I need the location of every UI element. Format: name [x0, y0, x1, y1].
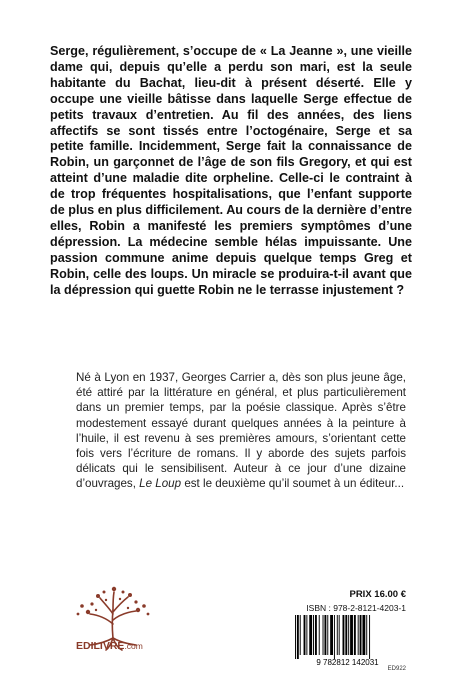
barcode-bar	[339, 615, 340, 655]
author-bio	[76, 370, 406, 492]
barcode-bar	[313, 615, 314, 655]
barcode-bar	[334, 615, 335, 659]
barcode-bar	[304, 615, 306, 655]
barcode-bar	[337, 615, 338, 655]
barcode-bar	[300, 615, 301, 655]
barcode-bar	[306, 615, 307, 655]
barcode-bar	[315, 615, 317, 655]
barcode-bar	[369, 615, 370, 659]
barcode-bar	[309, 615, 312, 655]
publisher-logo-text	[76, 640, 143, 652]
price-label: PRIX 16.00 €	[349, 589, 406, 600]
publisher-name: EDILIVRE	[76, 640, 125, 652]
barcode-bar	[358, 615, 359, 655]
barcode-bar	[345, 615, 347, 655]
barcode-bar	[350, 615, 353, 655]
publisher-suffix: .com	[124, 641, 143, 651]
barcode-bar	[324, 615, 326, 655]
barcode-bar	[354, 615, 356, 655]
barcode-digits: 9 782812 142031	[316, 658, 379, 667]
barcode-bar	[319, 615, 320, 655]
barcode-bar	[297, 615, 299, 659]
bio-text-before: Né à Lyon en 1937, Georges Carrier a, dès son plus jeune âge, été attiré par la littérature en général, et plus particulièrement dans un premier temps, par la poésie classique. Après s’être modestement essayé durant quelques années à la peinture à l’huile, il est revenu à ses premières amours, s’orientant cette fois vers l’écriture de romans. Il y aborde des sujets parfois délicats qui le sensibilisent. Auteur à ce jour d’une dizaine d’ouvrages,	[76, 371, 406, 491]
barcode	[289, 615, 406, 667]
barcode-bar	[327, 615, 328, 655]
barcode-bar	[330, 615, 333, 655]
edition-code: ED922	[387, 666, 406, 672]
barcode-bar	[360, 615, 362, 655]
summary-text: Serge, régulièrement, s’occupe de « La Jeanne », une vieille dame qui, depuis qu’elle a perdu son mari, est la seule habitante du Bachat, lieu-dit à présent déserté. Elle y occupe une vieille bâtisse dans laquelle Serge effectue de petits travaux d’entretien. Au fil des années, des liens affectifs se sont tissés entre l’octogénaire, Serge et sa petite famille. Incidemment, Serge fait la connaissance de Robin, un garçonnet de l’âge de son fils Gregory, et qui est atteint d’une maladie dite orpheline. Celle-ci le contraint à de trop fréquentes hospitalisations, que l’enfant supporte de plus en plus difficilement. Au cours de la dernière d’entre elles, Robin a manifesté les premiers symptômes d’une dépression. La médecine semble hélas impuissante. Une passion commune anime depuis quelque temps Greg et Robin, celle des loups. Un miracle se produira-t-il avant que la dépression qui guette Robin ne le terrasse injustement ?	[50, 44, 412, 297]
isbn-label: ISBN : 978-2-8121-4203-1	[306, 603, 406, 613]
barcode-bar	[343, 615, 345, 655]
barcode-bar	[348, 615, 349, 655]
bio-text-after: est le deuxième qu’il soumet à un éditeur...	[181, 477, 405, 491]
barcode-bar	[366, 615, 367, 655]
barcode-bar	[362, 615, 365, 655]
book-title: Le Loup	[139, 477, 182, 491]
barcode-bar	[323, 615, 324, 655]
barcode-bar	[295, 615, 296, 659]
